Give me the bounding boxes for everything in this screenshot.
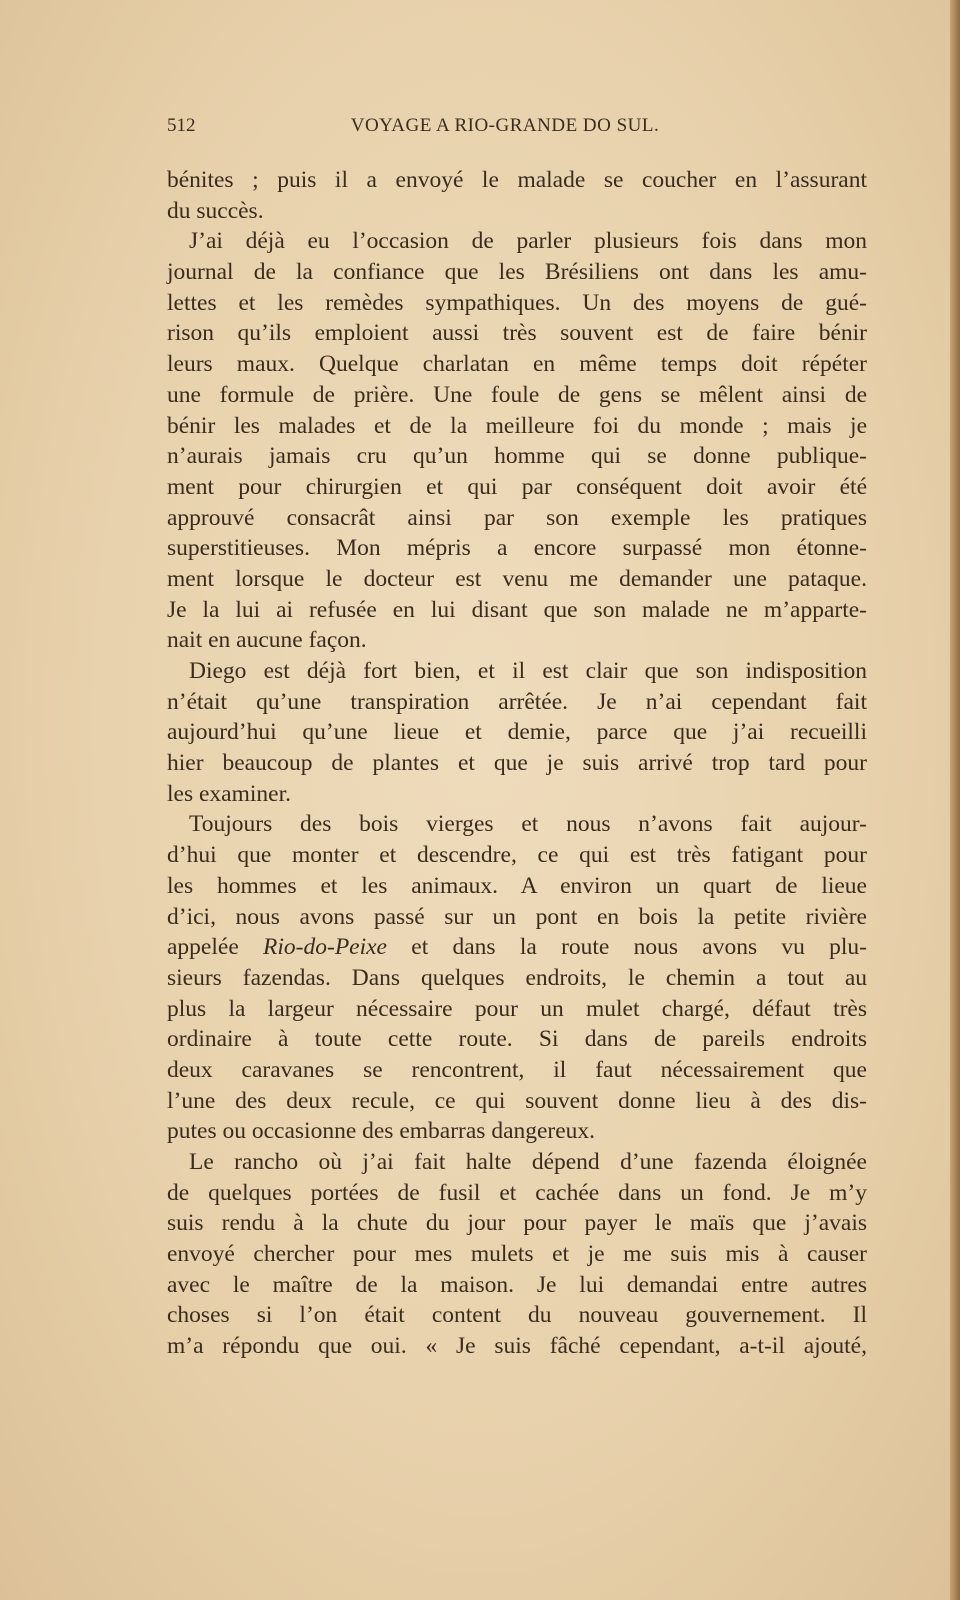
text-line: avec le maître de la maison. Je lui demandai entre autres <box>167 1271 867 1298</box>
text-line: approuvé consacrât ainsi par son exemple les pratiques <box>167 504 867 531</box>
paragraph <box>167 226 867 656</box>
text-line: aujourd’hui qu’une lieue et demie, parce que j’ai recueilli <box>167 719 867 746</box>
text-line: putes ou occasionne des embarras dangereux. <box>167 1118 596 1145</box>
text-line: lettes et les remèdes sympathiques. Un des moyens de gué- <box>167 289 867 316</box>
text-line: suis rendu à la chute du jour pour payer le maïs que j’avais <box>167 1210 867 1237</box>
text-line: envoyé chercher pour mes mulets et je me suis mis à causer <box>167 1241 867 1268</box>
text-line: n’aurais jamais cru qu’un homme qui se donne publique- <box>167 443 867 470</box>
text-line: ordinaire à toute cette route. Si dans de pareils endroits <box>167 1026 867 1053</box>
text-line: ment pour chirurgien et qui par conséquent doit avoir été <box>167 473 867 500</box>
text-line: hier beaucoup de plantes et que je suis arrivé trop tard pour <box>167 750 867 777</box>
text-line: d’hui que monter et descendre, ce qui est très fatigant pour <box>167 842 867 869</box>
running-title: VOYAGE A RIO-GRANDE DO SUL. <box>350 115 660 136</box>
text-segment: appelée <box>167 934 264 961</box>
text-line: journal de la confiance que les Brésiliens ont dans les amu- <box>167 259 867 286</box>
paragraph <box>167 809 867 1147</box>
text-line: les hommes et les animaux. A environ un quart de lieue <box>167 872 867 899</box>
text-line: J’ai déjà eu l’occasion de parler plusieurs fois dans mon <box>189 228 867 255</box>
italic-place-name: Rio-do-Peixe <box>263 934 387 961</box>
text-line: n’était qu’une transpiration arrêtée. Je n’ai cependant fait <box>167 688 867 715</box>
paragraph <box>167 1147 867 1362</box>
text-line: leurs maux. Quelque charlatan en même temps doit répéter <box>167 351 867 378</box>
paragraph <box>167 656 867 809</box>
text-line: Toujours des bois vierges et nous n’avons fait aujour- <box>189 811 867 838</box>
text-line: Diego est déjà fort bien, et il est clair que son indisposition <box>189 658 867 684</box>
text-line: les examiner. <box>167 780 291 807</box>
page-number: 512 <box>167 115 196 136</box>
text-line: m’a répondu que oui. « Je suis fâché cependant, a-t-il ajouté, <box>167 1333 867 1360</box>
text-line: ment lorsque le docteur est venu me demander une pataque. <box>167 565 867 592</box>
body-text <box>167 165 867 1362</box>
text-line <box>167 932 867 963</box>
paragraph <box>167 165 867 226</box>
text-line: sieurs fazendas. Dans quelques endroits, le chemin a tout au <box>167 964 867 991</box>
page-edge <box>950 0 960 1600</box>
text-line: une formule de prière. Une foule de gens se mêlent ainsi de <box>167 381 867 408</box>
text-line: choses si l’on était content du nouveau gouvernement. Il <box>167 1302 867 1329</box>
text-segment: et dans la route nous avons vu plu- <box>387 934 867 961</box>
text-line: plus la largeur nécessaire pour un mulet chargé, défaut très <box>167 995 867 1022</box>
text-line: l’une des deux recule, ce qui souvent donne lieu à des dis- <box>167 1087 867 1114</box>
text-line: du succès. <box>167 197 264 224</box>
text-line: rison qu’ils emploient aussi très souvent est de faire bénir <box>167 320 867 347</box>
text-line: de quelques portées de fusil et cachée dans un fond. Je m’y <box>167 1179 867 1206</box>
text-line: superstitieuses. Mon mépris a encore surpassé mon étonne- <box>167 535 867 562</box>
text-line: bénites ; puis il a envoyé le malade se coucher en l’assurant <box>167 167 867 193</box>
text-line: Je la lui ai refusée en lui disant que son malade ne m’apparte- <box>167 596 867 623</box>
text-line: bénir les malades et de la meilleure foi du monde ; mais je <box>167 412 867 439</box>
text-line: d’ici, nous avons passé sur un pont en bois la petite rivière <box>167 903 867 930</box>
text-line: nait en aucune façon. <box>167 627 367 654</box>
text-line: deux caravanes se rencontrent, il faut nécessairement que <box>167 1056 867 1083</box>
running-header <box>167 115 867 143</box>
text-line: Le rancho où j’ai fait halte dépend d’une fazenda éloignée <box>189 1149 867 1175</box>
